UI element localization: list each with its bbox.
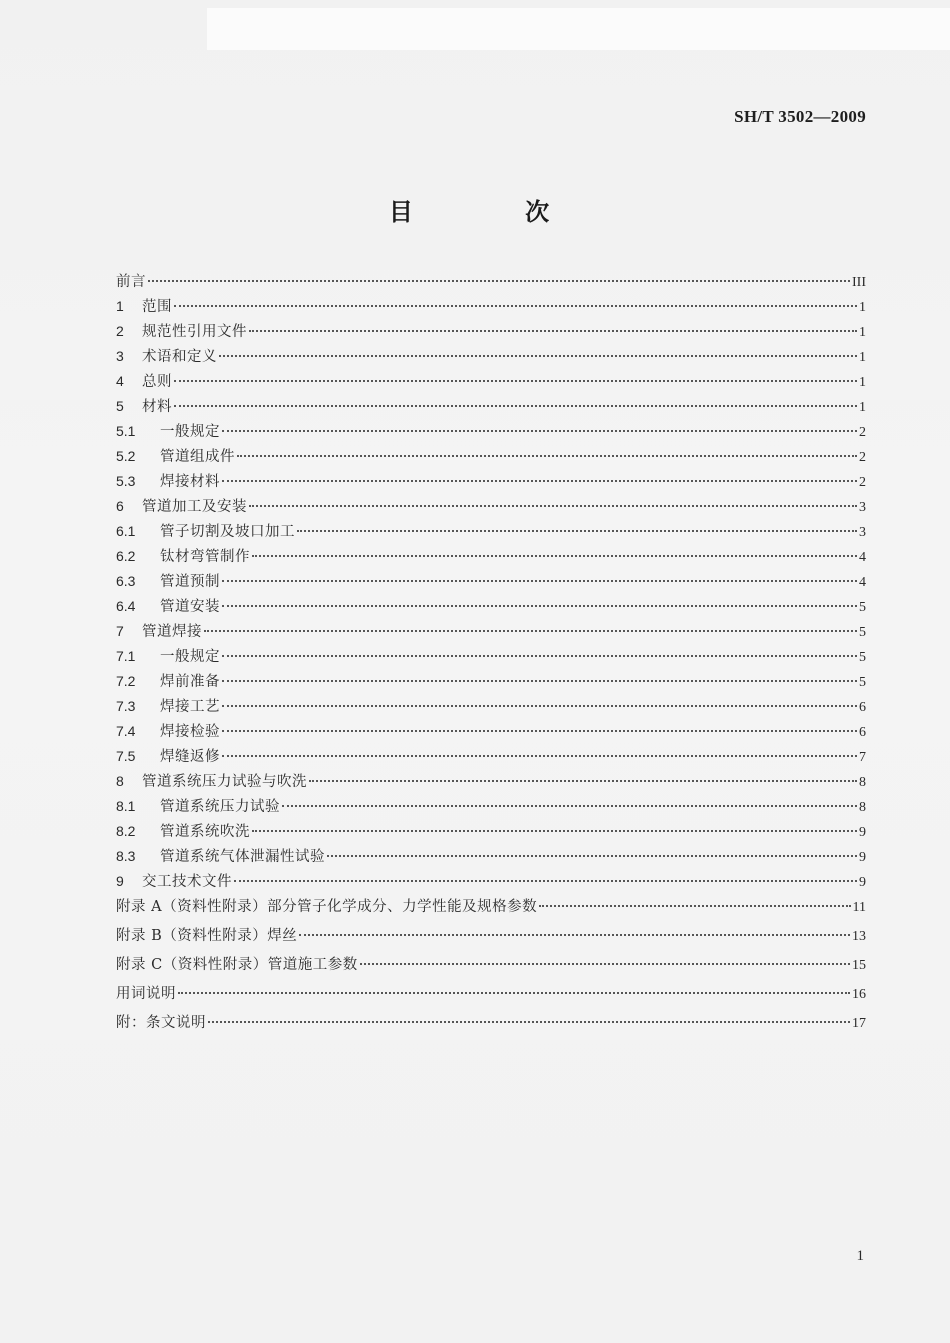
toc-entry-number: 7.1 [116, 648, 136, 664]
toc-dot-leader [299, 934, 850, 936]
toc-entry-page: 6 [859, 700, 866, 715]
toc-dot-leader [222, 580, 857, 582]
toc-entry[interactable] [116, 370, 866, 395]
toc-entry-label: 管道组成件 [160, 449, 235, 465]
toc-entry[interactable] [116, 445, 866, 470]
toc-entry-label: 焊接工艺 [160, 699, 220, 715]
toc-dot-leader [222, 655, 857, 657]
toc-entry-label: 附录 B（资料性附录）焊丝 [116, 928, 298, 944]
toc-entry-page: 17 [852, 1016, 866, 1031]
toc-entry-page: 2 [859, 450, 866, 465]
toc-entry[interactable] [116, 620, 866, 645]
toc-dot-leader [222, 430, 857, 432]
toc-entry[interactable] [116, 295, 866, 320]
toc-entry[interactable] [116, 895, 866, 924]
toc-entry-label: 焊前准备 [160, 674, 220, 690]
toc-entry[interactable] [116, 545, 866, 570]
toc-dot-leader [234, 880, 857, 882]
toc-entry-label: 规范性引用文件 [142, 324, 247, 340]
toc-entry-page: 13 [852, 929, 866, 944]
toc-entry-number: 3 [116, 348, 124, 364]
toc-entry-page: 3 [859, 525, 866, 540]
toc-entry[interactable] [116, 1011, 866, 1040]
toc-entry-label: 附录 C（资料性附录）管道施工参数 [116, 957, 358, 973]
toc-entry-label: 材料 [142, 399, 172, 415]
toc-entry-page: 9 [859, 875, 866, 890]
toc-dot-leader [327, 855, 857, 857]
toc-entry-label: 管道加工及安装 [142, 499, 247, 515]
toc-dot-leader [309, 780, 857, 782]
toc-entry-page: 2 [859, 425, 866, 440]
toc-entry[interactable] [116, 670, 866, 695]
toc-dot-leader [249, 505, 857, 507]
toc-entry[interactable] [116, 320, 866, 345]
toc-entry-label: 附：条文说明 [116, 1015, 206, 1031]
toc-entry-number: 8.3 [116, 848, 136, 864]
toc-dot-leader [222, 605, 857, 607]
toc-entry-page: 5 [859, 600, 866, 615]
toc-entry-page: 11 [852, 900, 866, 915]
toc-entry-label: 交工技术文件 [142, 874, 232, 890]
toc-dot-leader [539, 905, 850, 907]
toc-dot-leader [222, 705, 857, 707]
toc-dot-leader [208, 1021, 850, 1023]
toc-entry-page: 8 [859, 775, 866, 790]
toc-entry-number: 2 [116, 323, 124, 339]
toc-entry-number: 7.4 [116, 723, 136, 739]
toc-entry[interactable] [116, 820, 866, 845]
toc-entry-page: 7 [859, 750, 866, 765]
toc-entry-page: 4 [859, 550, 866, 565]
document-code: SH/T 3502—2009 [734, 107, 866, 126]
toc-entry[interactable] [116, 570, 866, 595]
toc-entry-number: 6.1 [116, 523, 136, 539]
toc-entry-number: 6.3 [116, 573, 136, 589]
toc-entry-number: 9 [116, 873, 124, 889]
toc-entry-number: 7.5 [116, 748, 136, 764]
toc-entry-number: 7 [116, 623, 124, 639]
toc-entry[interactable] [116, 795, 866, 820]
toc-dot-leader [174, 380, 857, 382]
toc-entry-number: 8.1 [116, 798, 136, 814]
toc-entry-page: 2 [859, 475, 866, 490]
toc-entry-number: 8.2 [116, 823, 136, 839]
toc-entry[interactable] [116, 845, 866, 870]
toc-dot-leader [282, 805, 857, 807]
toc-entry-page: 8 [859, 800, 866, 815]
toc-entry-page: 1 [859, 325, 866, 340]
toc-entry[interactable] [116, 595, 866, 620]
toc-title: 目 次 [388, 197, 602, 226]
toc-entry[interactable] [116, 420, 866, 445]
toc-dot-leader [252, 555, 857, 557]
toc-entry-label: 一般规定 [160, 424, 220, 440]
toc-entry-page: 9 [859, 850, 866, 865]
toc-dot-leader [204, 630, 857, 632]
table-of-contents [116, 270, 866, 1040]
toc-dot-leader [222, 755, 857, 757]
toc-entry[interactable] [116, 745, 866, 770]
toc-dot-leader [249, 330, 857, 332]
toc-entry-label: 管道系统吹洗 [160, 824, 250, 840]
toc-entry-label: 术语和定义 [142, 349, 217, 365]
toc-entry-number: 1 [116, 298, 124, 314]
toc-entry-page: 15 [852, 958, 866, 973]
toc-entry[interactable] [116, 495, 866, 520]
toc-entry-page: 4 [859, 575, 866, 590]
toc-entry-label: 管道系统气体泄漏性试验 [160, 849, 325, 865]
toc-entry-label: 管道安装 [160, 599, 220, 615]
toc-entry[interactable] [116, 695, 866, 720]
toc-dot-leader [174, 305, 857, 307]
toc-entry-page: III [852, 275, 866, 290]
toc-entry[interactable] [116, 720, 866, 745]
page-number: 1 [856, 1248, 864, 1264]
toc-entry-label: 一般规定 [160, 649, 220, 665]
toc-dot-leader [222, 730, 857, 732]
toc-entry-number: 5 [116, 398, 124, 414]
toc-entry-label: 总则 [142, 374, 172, 390]
toc-entry-label: 前言 [116, 274, 146, 290]
toc-dot-leader [219, 355, 857, 357]
toc-entry-number: 4 [116, 373, 124, 389]
toc-dot-leader [237, 455, 857, 457]
toc-dot-leader [174, 405, 857, 407]
toc-entry-page: 5 [859, 650, 866, 665]
toc-entry-label: 管道系统压力试验 [160, 799, 280, 815]
toc-entry-label: 管道焊接 [142, 624, 202, 640]
toc-dot-leader [252, 830, 857, 832]
toc-entry-page: 3 [859, 500, 866, 515]
toc-entry-label: 焊接材料 [160, 474, 220, 490]
toc-entry[interactable] [116, 645, 866, 670]
toc-entry-number: 5.2 [116, 448, 136, 464]
toc-entry-number: 7.2 [116, 673, 136, 689]
toc-entry-label: 用词说明 [116, 986, 176, 1002]
toc-entry-number: 5.1 [116, 423, 136, 439]
toc-entry[interactable] [116, 395, 866, 420]
toc-entry[interactable] [116, 470, 866, 495]
toc-entry[interactable] [116, 982, 866, 1011]
toc-entry-label: 管道预制 [160, 574, 220, 590]
scan-strip [207, 8, 950, 50]
toc-entry-label: 钛材弯管制作 [160, 549, 250, 565]
toc-entry-number: 8 [116, 773, 124, 789]
toc-entry-page: 9 [859, 825, 866, 840]
toc-entry-label: 焊缝返修 [160, 749, 220, 765]
toc-entry[interactable] [116, 270, 866, 295]
toc-entry[interactable] [116, 870, 866, 895]
toc-entry-label: 附录 A（资料性附录）部分管子化学成分、力学性能及规格参数 [116, 899, 538, 915]
toc-entry-page: 1 [859, 350, 866, 365]
toc-dot-leader [148, 280, 850, 282]
toc-entry-number: 6.4 [116, 598, 136, 614]
toc-dot-leader [297, 530, 857, 532]
toc-entry-page: 16 [852, 987, 866, 1002]
toc-entry-page: 6 [859, 725, 866, 740]
toc-dot-leader [222, 480, 857, 482]
toc-entry-number: 6 [116, 498, 124, 514]
toc-entry[interactable] [116, 345, 866, 370]
toc-entry-label: 管子切割及坡口加工 [160, 524, 295, 540]
toc-dot-leader [178, 992, 850, 994]
toc-dot-leader [222, 680, 857, 682]
toc-entry-page: 1 [859, 400, 866, 415]
toc-entry-number: 6.2 [116, 548, 136, 564]
toc-entry[interactable] [116, 953, 866, 982]
toc-entry-page: 1 [859, 375, 866, 390]
toc-entry-label: 焊接检验 [160, 724, 220, 740]
toc-entry[interactable] [116, 520, 866, 545]
toc-entry-label: 范围 [142, 299, 172, 315]
toc-entry[interactable] [116, 770, 866, 795]
toc-entry-number: 5.3 [116, 473, 136, 489]
toc-entry-page: 1 [859, 300, 866, 315]
toc-entry-page: 5 [859, 625, 866, 640]
toc-entry-number: 7.3 [116, 698, 136, 714]
toc-entry-page: 5 [859, 675, 866, 690]
toc-entry[interactable] [116, 924, 866, 953]
toc-dot-leader [360, 963, 850, 965]
toc-entry-label: 管道系统压力试验与吹洗 [142, 774, 307, 790]
